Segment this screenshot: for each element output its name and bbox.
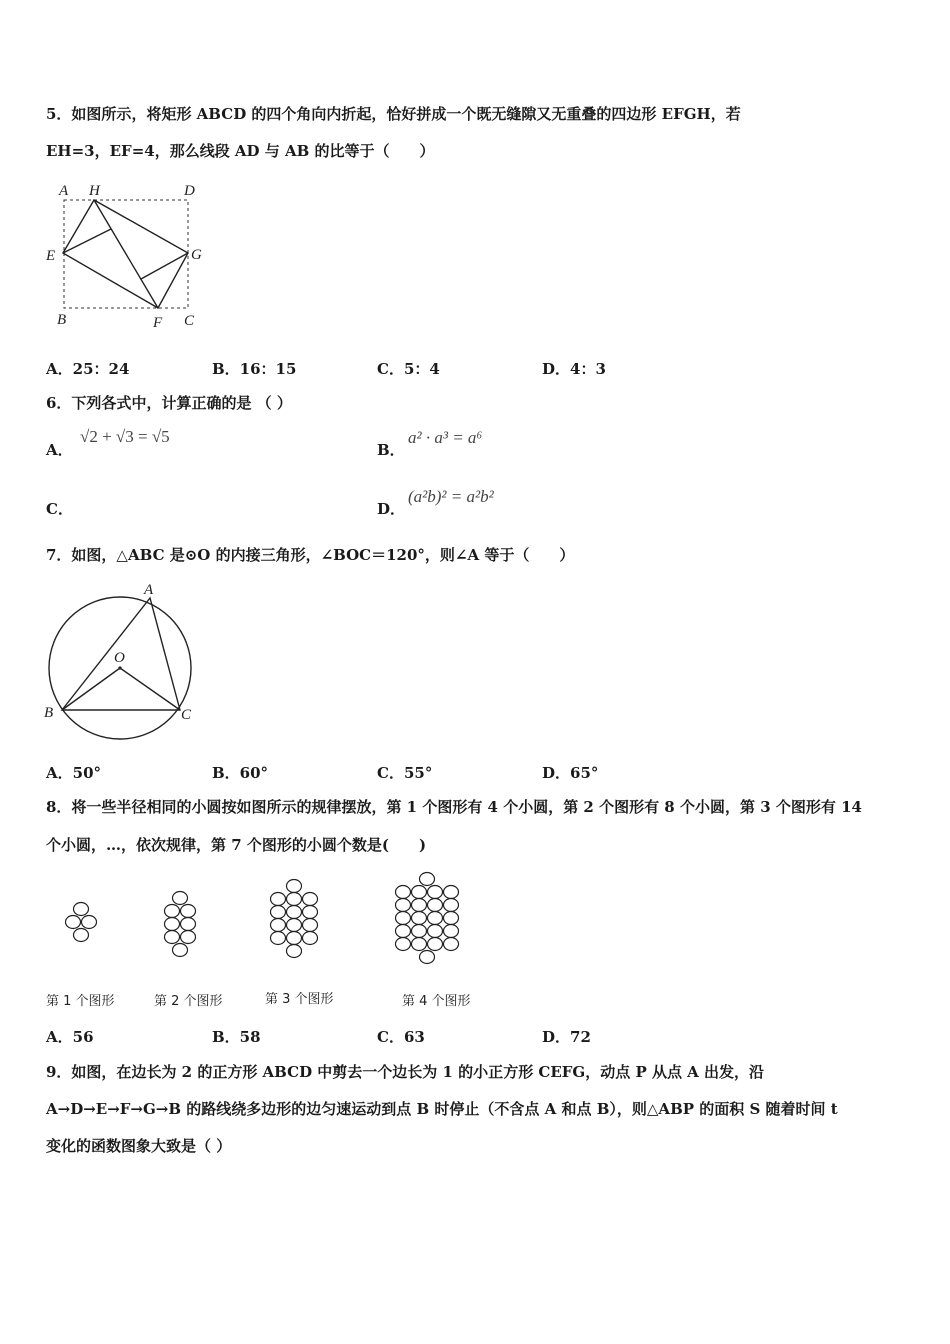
small-circle [82, 916, 97, 929]
label-a: A [59, 183, 69, 199]
small-circle [181, 918, 196, 931]
small-circle [271, 906, 286, 919]
small-circle [428, 925, 443, 938]
q6-expr-a: √2 + √3 = √5 [80, 427, 170, 446]
q5-option-d: D．4：3 [542, 360, 606, 378]
small-circle [287, 932, 302, 945]
label-f: F [153, 315, 163, 331]
q8-caption-3: 第 3 个图形 [265, 992, 334, 1007]
label-h: H [89, 183, 100, 199]
small-circle [396, 925, 411, 938]
small-circle [287, 945, 302, 958]
small-circle [396, 938, 411, 951]
small-circle [412, 886, 427, 899]
small-circle [165, 905, 180, 918]
small-circle [287, 919, 302, 932]
small-circle [173, 944, 188, 957]
small-circle [444, 938, 459, 951]
label-b: B [44, 705, 54, 721]
small-circle [74, 929, 89, 942]
small-circle [428, 899, 443, 912]
q7-option-b: B．60° [212, 764, 269, 782]
q5-stem-line2: EH=3，EF=4，那么线段 AD 与 AB 的比等于（ ） [46, 142, 435, 160]
small-circle [303, 893, 318, 906]
label-o: O [114, 650, 125, 666]
small-circle [181, 905, 196, 918]
q8-stem-line1: 8．将一些半径相同的小圆按如图所示的规律摆放，第 1 个图形有 4 个小圆，第 2 个图形有 8 个小圆，第 3 个图形有 14 [46, 798, 862, 816]
q7-option-c: C．55° [377, 764, 433, 782]
small-circle [444, 899, 459, 912]
small-circle [412, 912, 427, 925]
q8-circles-figure [50, 868, 490, 980]
label-c: C [181, 707, 192, 723]
label-d: D [184, 183, 195, 199]
center-point-o [118, 666, 121, 669]
small-circle [287, 880, 302, 893]
label-e: E [46, 248, 56, 264]
q9-stem-line2: A→D→E→F→G→B 的路线绕多边形的边匀速运动到点 B 时停止（不含点 A 和点 B），则△ABP 的面积 S 随着时间 t [46, 1100, 838, 1118]
small-circle [271, 893, 286, 906]
small-circle [303, 919, 318, 932]
small-circle [444, 925, 459, 938]
q9-stem-line1: 9．如图，在边长为 2 的正方形 ABCD 中剪去一个边长为 1 的小正方形 CEFG，动点 P 从点 A 出发，沿 [46, 1063, 765, 1081]
segment-ob [62, 668, 120, 710]
small-circle [165, 918, 180, 931]
label-b: B [57, 312, 67, 328]
q5-rectangle-figure [40, 178, 215, 333]
small-circle [287, 893, 302, 906]
q9-stem-line3: 变化的函数图象大致是（ ） [46, 1137, 232, 1155]
small-circle [66, 916, 81, 929]
q6-option-b-letter: B． [377, 441, 405, 459]
q5-stem-line1: 5．如图所示，将矩形 ABCD 的四个角向内折起，恰好拼成一个既无缝隙又无重叠的四边形 EFGH，若 [46, 105, 741, 123]
small-circle [271, 919, 286, 932]
small-circle [396, 899, 411, 912]
small-circle [303, 906, 318, 919]
q8-option-d: D．72 [542, 1028, 591, 1046]
small-circle [303, 932, 318, 945]
small-circle [420, 951, 435, 964]
label-a: A [144, 582, 154, 598]
label-g: G [191, 247, 202, 263]
small-circle [444, 912, 459, 925]
q6-option-d-letter: D． [377, 500, 406, 518]
small-circle [428, 938, 443, 951]
q8-option-a: A．56 [46, 1028, 94, 1046]
small-circle [428, 886, 443, 899]
small-circle [444, 886, 459, 899]
pattern-figure-4 [396, 873, 459, 964]
small-circle [271, 932, 286, 945]
q8-caption-1: 第 1 个图形 [46, 994, 115, 1009]
q5-option-b: B．16：15 [212, 360, 297, 378]
q6-option-c-letter: C． [46, 500, 73, 518]
q7-option-d: D．65° [542, 764, 599, 782]
q7-circle-figure [38, 578, 208, 746]
label-c: C [184, 313, 195, 329]
small-circle [181, 931, 196, 944]
q7-stem: 7．如图，△ABC 是⊙O 的内接三角形，∠BOC＝120°，则∠A 等于（ ） [46, 546, 575, 564]
small-circle [287, 906, 302, 919]
q8-caption-4: 第 4 个图形 [402, 994, 471, 1009]
pattern-figure-1 [66, 903, 97, 942]
small-circle [74, 903, 89, 916]
q6-expr-b: a² · a³ = a⁶ [408, 428, 483, 447]
small-circle [412, 899, 427, 912]
q6-stem: 6．下列各式中，计算正确的是 （ ） [46, 394, 292, 412]
pattern-figure-2 [165, 892, 196, 957]
q8-caption-2: 第 2 个图形 [154, 994, 223, 1009]
q6-expr-d: (a²b)² = a²b² [408, 487, 494, 506]
diagonal-hf [94, 200, 158, 308]
small-circle [165, 931, 180, 944]
q7-option-a: A．50° [46, 764, 102, 782]
q8-option-c: C．63 [377, 1028, 425, 1046]
small-circle [428, 912, 443, 925]
q6-option-a-letter: A． [46, 441, 73, 459]
small-circle [420, 873, 435, 886]
q8-stem-line2: 个小圆，…，依次规律，第 7 个图形的小圆个数是( ) [46, 836, 427, 854]
small-circle [412, 938, 427, 951]
q5-option-c: C．5：4 [377, 360, 440, 378]
pattern-figure-3 [271, 880, 318, 958]
small-circle [173, 892, 188, 905]
small-circle [396, 912, 411, 925]
small-circle [396, 886, 411, 899]
small-circle [412, 925, 427, 938]
q8-option-b: B．58 [212, 1028, 261, 1046]
q5-option-a: A．25：24 [46, 360, 130, 378]
